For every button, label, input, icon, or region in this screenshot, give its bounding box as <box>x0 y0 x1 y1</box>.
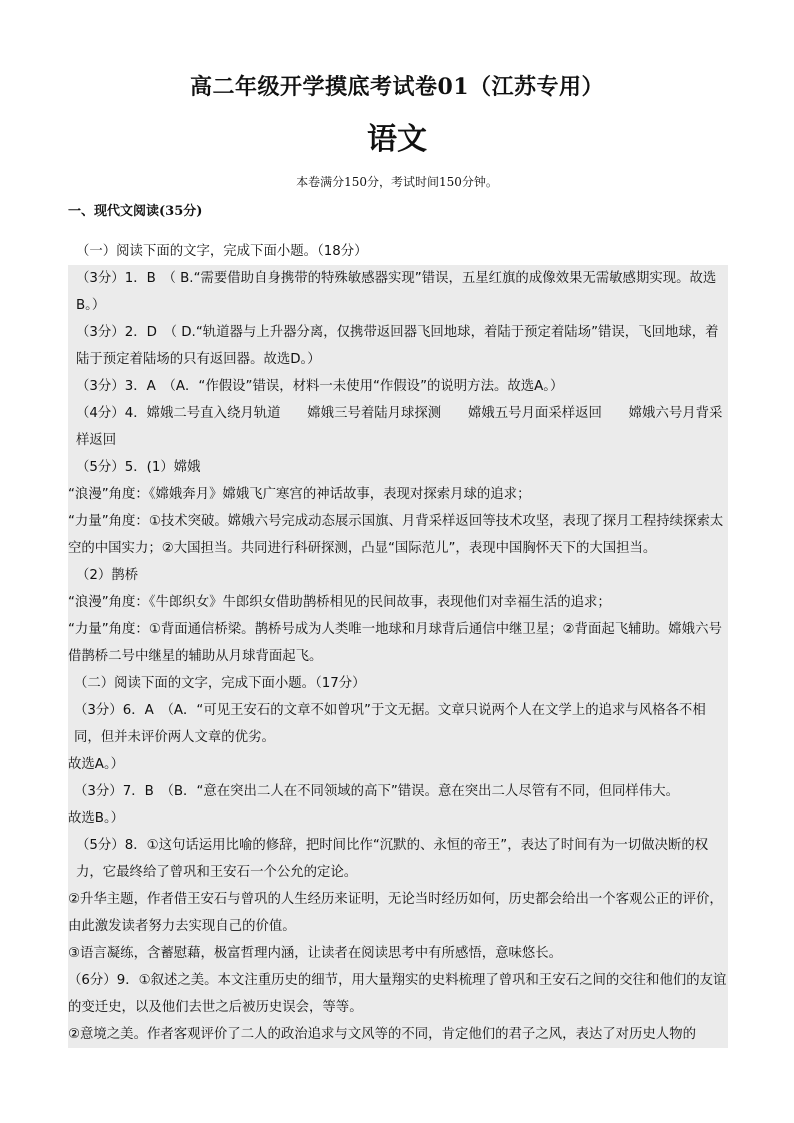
part-heading: （二）阅读下面的文字，完成下面小题。（17分） <box>68 670 728 697</box>
answer-paragraph: 故选A。） <box>68 751 728 778</box>
answer-paragraph: ③语言凝练，含蓄慰藉，极富哲理内涵，让读者在阅读思考中有所感悟，意味悠长。 <box>68 940 728 967</box>
answer-paragraph: （5分）8．①这句话运用比喻的修辞，把时间比作“沉默的、永恒的帝王”，表达了时间有为一切做决断的权力，它最终给了曾巩和王安石一个公允的定论。 <box>68 832 728 886</box>
answer-paragraph: “浪漫”角度：《牛郎织女》牛郎织女借助鹊桥相见的民间故事，表现他们对幸福生活的追求； <box>68 589 728 616</box>
answer-paragraph: “浪漫”角度：《嫦娥奔月》嫦娥飞广寒宫的神话故事，表现对探索月球的追求； <box>68 481 728 508</box>
answer-paragraph: （5分）5．(1）嫦娥 <box>68 454 728 481</box>
exam-title: 高二年级开学摸底考试卷01（江苏专用） <box>189 74 605 100</box>
answer-paragraph: （3分）6．A （A．“可见王安石的文章不如曾巩”于文无据。文章只说两个人在文学上的追求与风格各不相同，但并未评价两人文章的优劣。 <box>68 697 728 751</box>
answer-paragraph: 故选B。） <box>68 805 728 832</box>
answer-paragraph: ②意境之美。作者客观评价了二人的政治追求与文风等的不同，肯定他们的君子之风，表达了对历史人物的 <box>68 1021 728 1048</box>
part-heading: （一）阅读下面的文字，完成下面小题。（18分） <box>76 244 368 259</box>
answer-paragraph: （3分）1．B （ B.“需要借助自身携带的特殊敏感器实现”错误，五星红旗的成像效果无需敏感期实现。故选B。） <box>68 265 728 319</box>
answer-paragraph: （6分）9．①叙述之美。本文注重历史的细节，用大量翔实的史料梳理了曾巩和王安石之间的交往和他们的友谊的变迁史，以及他们去世之后被历史误会，等等。 <box>68 967 728 1021</box>
answer-paragraph: （3分）7．B （B．“意在突出二人在不同领域的高下”错误。意在突出二人尽管有不同，但同样伟大。 <box>68 778 728 805</box>
answer-paragraph: （4分）4．嫦娥二号直入绕月轨道 嫦娥三号着陆月球探测 嫦娥五号月面采样返回 嫦娥六号月背采样返回 <box>68 400 728 454</box>
answer-paragraph: “力量”角度：①技术突破。嫦娥六号完成动态展示国旗、月背采样返回等技术攻坚，表现了探月工程持续探索太空的中国实力；②大国担当。共同进行科研探测，凸显“国际范儿”，表现中国胸怀天下的大国担当。 <box>68 508 728 562</box>
answer-content <box>68 238 728 1048</box>
answer-paragraph: “力量”角度：①背面通信桥梁。鹊桥号成为人类唯一地球和月球背后通信中继卫星；②背面起飞辅助。嫦娥六号借鹊桥二号中继星的辅助从月球背面起飞。 <box>68 616 728 670</box>
answer-paragraph: ②升华主题，作者借王安石与曾巩的人生经历来证明，无论当时经历如何，历史都会给出一个客观公正的评价，由此激发读者努力去实现自己的价值。 <box>68 886 728 940</box>
answer-paragraph: （3分）3．A （A．“作假设”错误，材料一未使用“作假设”的说明方法。故选A。） <box>68 373 728 400</box>
section-heading: 一、现代文阅读(35分) <box>68 204 203 219</box>
answer-paragraph: （3分）2．D （ D.“轨道器与上升器分离，仅携带返回器飞回地球，着陆于预定着陆场”错误，飞回地球，着陆于预定着陆场的只有返回器。故选D。） <box>68 319 728 373</box>
subject-heading: 语文 <box>367 122 427 157</box>
answer-paragraph: （2）鹊桥 <box>68 562 728 589</box>
exam-note: 本卷满分150分，考试时间150分钟。 <box>296 175 498 189</box>
